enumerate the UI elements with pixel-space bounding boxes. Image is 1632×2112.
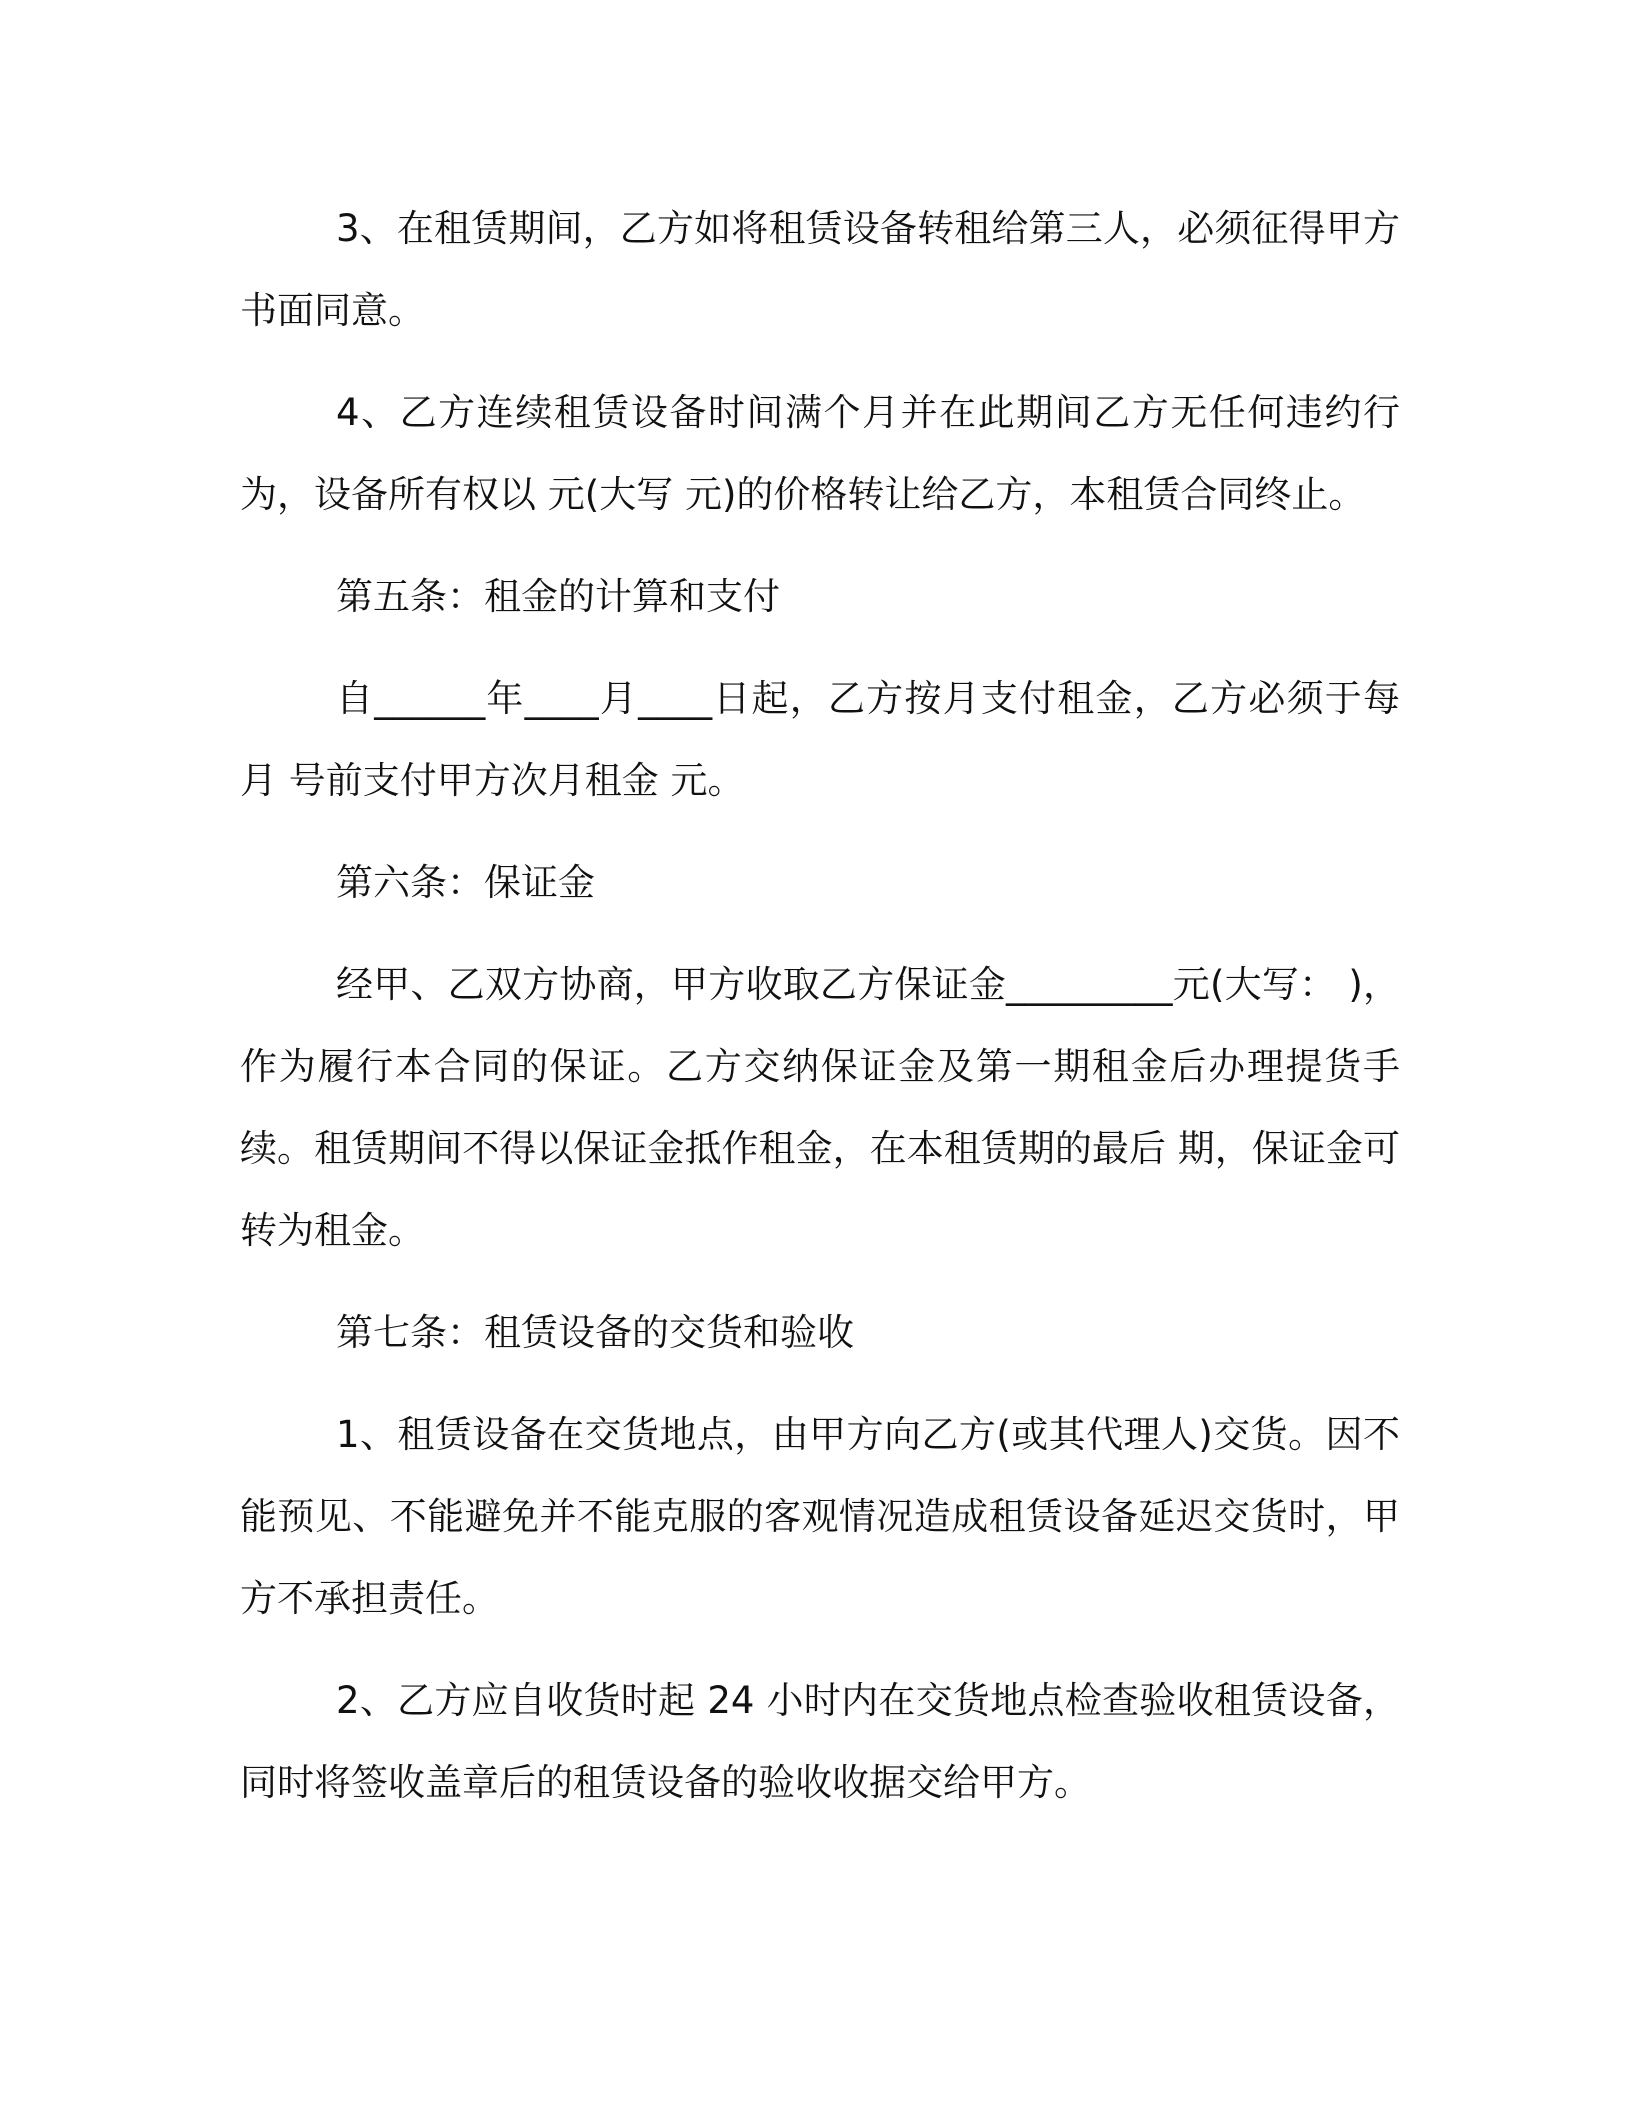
clause-3-paragraph: 3、在租赁期间，乙方如将租赁设备转租给第三人，必须征得甲方书面同意。	[240, 207, 1400, 332]
deposit-paragraph: 经甲、乙双方协商，甲方收取乙方保证金_________元(大写： )，作为履行本合同的保证。乙方交纳保证金及第一期租金后办理提货手续。租赁期间不得以保证金抵作租金，在本租赁期的最后 期，保证金可转为租金。	[240, 963, 1400, 1252]
document-body	[240, 188, 1400, 1844]
article-7-heading: 第七条：租赁设备的交货和验收	[336, 1311, 854, 1354]
article-5-heading: 第五条：租金的计算和支付	[336, 575, 780, 618]
delivery-clause-2-paragraph: 2、乙方应自收货时起 24 小时内在交货地点检查验收租赁设备，同时将签收盖章后的租赁设备的验收收据交给甲方。	[240, 1679, 1400, 1804]
clause-4-paragraph: 4、乙方连续租赁设备时间满个月并在此期间乙方无任何违约行为，设备所有权以 元(大写 元)的价格转让给乙方，本租赁合同终止。	[240, 391, 1400, 516]
article-6-heading: 第六条：保证金	[336, 861, 595, 904]
rent-payment-paragraph: 自______年____月____日起，乙方按月支付租金，乙方必须于每月 号前支付甲方次月租金 元。	[240, 677, 1400, 802]
delivery-clause-1-paragraph: 1、租赁设备在交货地点，由甲方向乙方(或其代理人)交货。因不能预见、不能避免并不能克服的客观情况造成租赁设备延迟交货时，甲方不承担责任。	[240, 1413, 1400, 1620]
